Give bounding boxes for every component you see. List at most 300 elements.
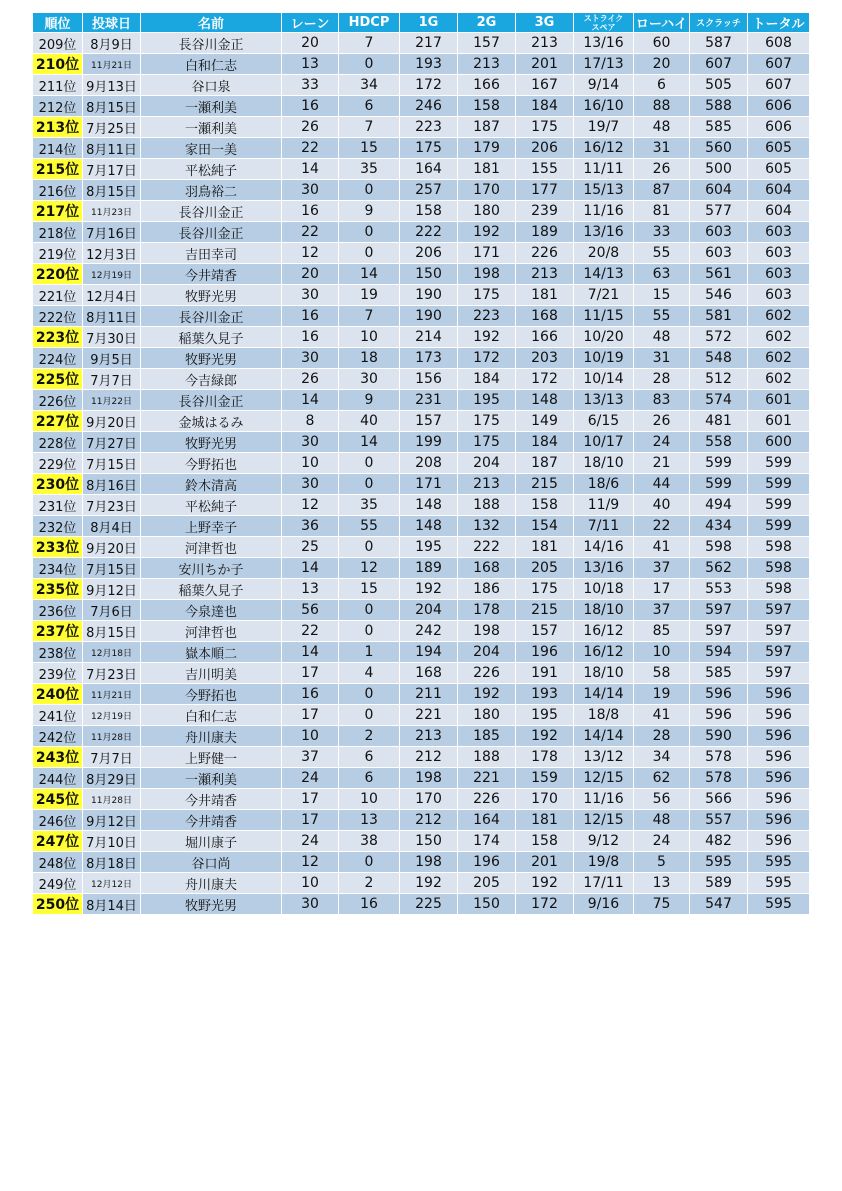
game1-cell: 204 — [400, 600, 458, 621]
table-row — [33, 264, 810, 285]
rank-cell: 230位 — [33, 474, 83, 495]
header-strike-spare — [574, 13, 634, 33]
total-cell: 608 — [748, 33, 810, 54]
lane-cell: 25 — [282, 537, 339, 558]
date-cell: 12月3日 — [83, 243, 141, 264]
hdcp-cell: 6 — [339, 96, 400, 117]
table-row — [33, 390, 810, 411]
hdcp-cell: 0 — [339, 453, 400, 474]
scratch-cell: 553 — [690, 579, 748, 600]
date-cell: 7月23日 — [83, 663, 141, 684]
lane-cell: 12 — [282, 243, 339, 264]
lowhigh-cell: 24 — [634, 432, 690, 453]
lowhigh-cell: 26 — [634, 159, 690, 180]
lowhigh-cell: 13 — [634, 873, 690, 894]
rank-cell: 212位 — [33, 96, 83, 117]
lane-cell: 12 — [282, 495, 339, 516]
strike-spare-cell: 11/16 — [574, 789, 634, 810]
table-row — [33, 96, 810, 117]
table-row — [33, 747, 810, 768]
total-cell: 603 — [748, 285, 810, 306]
date-cell: 8月16日 — [83, 474, 141, 495]
game1-cell: 198 — [400, 768, 458, 789]
game3-cell: 206 — [516, 138, 574, 159]
table-row — [33, 705, 810, 726]
scratch-cell: 505 — [690, 75, 748, 96]
rank-cell: 227位 — [33, 411, 83, 432]
game2-cell: 175 — [458, 285, 516, 306]
scratch-cell: 595 — [690, 852, 748, 873]
date-cell: 7月6日 — [83, 600, 141, 621]
hdcp-cell: 38 — [339, 831, 400, 852]
table-row — [33, 138, 810, 159]
lowhigh-cell: 26 — [634, 411, 690, 432]
hdcp-cell: 2 — [339, 873, 400, 894]
strike-spare-cell: 18/6 — [574, 474, 634, 495]
hdcp-cell: 7 — [339, 33, 400, 54]
strike-spare-cell: 18/10 — [574, 453, 634, 474]
total-cell: 602 — [748, 348, 810, 369]
lane-cell: 24 — [282, 831, 339, 852]
name-cell: 吉川明美 — [141, 663, 282, 684]
hdcp-cell: 6 — [339, 747, 400, 768]
name-cell: 牧野光男 — [141, 348, 282, 369]
date-cell: 11月23日 — [83, 201, 141, 222]
game2-cell: 223 — [458, 306, 516, 327]
game2-cell: 195 — [458, 390, 516, 411]
game3-cell: 226 — [516, 243, 574, 264]
lane-cell: 33 — [282, 75, 339, 96]
date-cell: 8月11日 — [83, 306, 141, 327]
name-cell: 牧野光男 — [141, 432, 282, 453]
rank-cell: 223位 — [33, 327, 83, 348]
table-row — [33, 453, 810, 474]
game2-cell: 188 — [458, 747, 516, 768]
table-row — [33, 537, 810, 558]
game3-cell: 181 — [516, 810, 574, 831]
rank-cell: 245位 — [33, 789, 83, 810]
game2-cell: 175 — [458, 411, 516, 432]
lowhigh-cell: 41 — [634, 705, 690, 726]
total-cell: 599 — [748, 453, 810, 474]
game1-cell: 211 — [400, 684, 458, 705]
date-cell: 9月12日 — [83, 579, 141, 600]
rank-cell: 235位 — [33, 579, 83, 600]
game3-cell: 239 — [516, 201, 574, 222]
lowhigh-cell: 41 — [634, 537, 690, 558]
game1-cell: 190 — [400, 306, 458, 327]
strike-spare-cell: 18/10 — [574, 663, 634, 684]
game3-cell: 155 — [516, 159, 574, 180]
total-cell: 603 — [748, 243, 810, 264]
date-cell: 9月20日 — [83, 411, 141, 432]
header-name: 名前 — [141, 13, 282, 33]
name-cell: 稲葉久見子 — [141, 579, 282, 600]
date-cell: 9月13日 — [83, 75, 141, 96]
hdcp-cell: 0 — [339, 852, 400, 873]
lowhigh-cell: 63 — [634, 264, 690, 285]
scratch-cell: 581 — [690, 306, 748, 327]
rank-cell: 218位 — [33, 222, 83, 243]
game3-cell: 177 — [516, 180, 574, 201]
lowhigh-cell: 28 — [634, 726, 690, 747]
game1-cell: 231 — [400, 390, 458, 411]
rank-cell: 244位 — [33, 768, 83, 789]
game3-cell: 159 — [516, 768, 574, 789]
rank-cell: 214位 — [33, 138, 83, 159]
name-cell: 白和仁志 — [141, 705, 282, 726]
game3-cell: 192 — [516, 726, 574, 747]
lane-cell: 20 — [282, 33, 339, 54]
game3-cell: 192 — [516, 873, 574, 894]
name-cell: 河津哲也 — [141, 537, 282, 558]
lane-cell: 30 — [282, 180, 339, 201]
rank-cell: 237位 — [33, 621, 83, 642]
table-row — [33, 348, 810, 369]
table-row — [33, 516, 810, 537]
total-cell: 603 — [748, 264, 810, 285]
hdcp-cell: 0 — [339, 600, 400, 621]
table-row — [33, 768, 810, 789]
date-cell: 8月18日 — [83, 852, 141, 873]
lane-cell: 16 — [282, 96, 339, 117]
scratch-cell: 578 — [690, 747, 748, 768]
lowhigh-cell: 48 — [634, 810, 690, 831]
name-cell: 一瀬利美 — [141, 768, 282, 789]
game1-cell: 198 — [400, 852, 458, 873]
game1-cell: 213 — [400, 726, 458, 747]
name-cell: 稲葉久見子 — [141, 327, 282, 348]
date-cell: 7月23日 — [83, 495, 141, 516]
game3-cell: 191 — [516, 663, 574, 684]
scratch-cell: 548 — [690, 348, 748, 369]
name-cell: 家田一美 — [141, 138, 282, 159]
lowhigh-cell: 83 — [634, 390, 690, 411]
game2-cell: 174 — [458, 831, 516, 852]
hdcp-cell: 0 — [339, 537, 400, 558]
game1-cell: 164 — [400, 159, 458, 180]
scratch-cell: 434 — [690, 516, 748, 537]
name-cell: 牧野光男 — [141, 285, 282, 306]
game1-cell: 212 — [400, 810, 458, 831]
game2-cell: 213 — [458, 474, 516, 495]
scratch-cell: 607 — [690, 54, 748, 75]
table-row — [33, 831, 810, 852]
date-cell: 8月29日 — [83, 768, 141, 789]
game3-cell: 213 — [516, 33, 574, 54]
game1-cell: 171 — [400, 474, 458, 495]
name-cell: 今野拓也 — [141, 684, 282, 705]
strike-spare-cell: 9/16 — [574, 894, 634, 915]
lane-cell: 30 — [282, 285, 339, 306]
lowhigh-cell: 24 — [634, 831, 690, 852]
lowhigh-cell: 87 — [634, 180, 690, 201]
scratch-cell: 597 — [690, 600, 748, 621]
scratch-cell: 558 — [690, 432, 748, 453]
total-cell: 597 — [748, 663, 810, 684]
lane-cell: 36 — [282, 516, 339, 537]
hdcp-cell: 0 — [339, 180, 400, 201]
lane-cell: 17 — [282, 789, 339, 810]
lowhigh-cell: 15 — [634, 285, 690, 306]
hdcp-cell: 0 — [339, 474, 400, 495]
total-cell: 596 — [748, 789, 810, 810]
scratch-cell: 604 — [690, 180, 748, 201]
hdcp-cell: 19 — [339, 285, 400, 306]
date-cell: 8月14日 — [83, 894, 141, 915]
game2-cell: 221 — [458, 768, 516, 789]
game1-cell: 192 — [400, 579, 458, 600]
game3-cell: 196 — [516, 642, 574, 663]
hdcp-cell: 1 — [339, 642, 400, 663]
name-cell: 上野健一 — [141, 747, 282, 768]
date-cell: 8月15日 — [83, 96, 141, 117]
scratch-cell: 547 — [690, 894, 748, 915]
lane-cell: 14 — [282, 558, 339, 579]
lowhigh-cell: 48 — [634, 327, 690, 348]
hdcp-cell: 0 — [339, 621, 400, 642]
lane-cell: 30 — [282, 894, 339, 915]
lowhigh-cell: 6 — [634, 75, 690, 96]
hdcp-cell: 34 — [339, 75, 400, 96]
game3-cell: 189 — [516, 222, 574, 243]
hdcp-cell: 14 — [339, 432, 400, 453]
game2-cell: 180 — [458, 201, 516, 222]
game3-cell: 203 — [516, 348, 574, 369]
game2-cell: 188 — [458, 495, 516, 516]
rank-cell: 217位 — [33, 201, 83, 222]
strike-spare-cell: 6/15 — [574, 411, 634, 432]
strike-spare-cell: 18/8 — [574, 705, 634, 726]
game3-cell: 158 — [516, 831, 574, 852]
lane-cell: 26 — [282, 117, 339, 138]
scratch-cell: 587 — [690, 33, 748, 54]
table-row — [33, 684, 810, 705]
header-game1: 1G — [400, 13, 458, 33]
lane-cell: 17 — [282, 705, 339, 726]
game1-cell: 175 — [400, 138, 458, 159]
total-cell: 596 — [748, 747, 810, 768]
lane-cell: 22 — [282, 138, 339, 159]
game2-cell: 198 — [458, 621, 516, 642]
game2-cell: 213 — [458, 54, 516, 75]
game2-cell: 172 — [458, 348, 516, 369]
lowhigh-cell: 55 — [634, 306, 690, 327]
date-cell: 8月4日 — [83, 516, 141, 537]
scratch-cell: 597 — [690, 621, 748, 642]
game3-cell: 154 — [516, 516, 574, 537]
table-row — [33, 306, 810, 327]
name-cell: 谷口尚 — [141, 852, 282, 873]
date-cell: 7月15日 — [83, 558, 141, 579]
rank-cell: 224位 — [33, 348, 83, 369]
game3-cell: 195 — [516, 705, 574, 726]
lane-cell: 22 — [282, 222, 339, 243]
game2-cell: 157 — [458, 33, 516, 54]
lane-cell: 30 — [282, 348, 339, 369]
game2-cell: 170 — [458, 180, 516, 201]
lane-cell: 13 — [282, 54, 339, 75]
game2-cell: 171 — [458, 243, 516, 264]
game2-cell: 132 — [458, 516, 516, 537]
rank-cell: 210位 — [33, 54, 83, 75]
table-row — [33, 201, 810, 222]
lane-cell: 26 — [282, 369, 339, 390]
game1-cell: 208 — [400, 453, 458, 474]
hdcp-cell: 15 — [339, 138, 400, 159]
lane-cell: 10 — [282, 873, 339, 894]
rank-cell: 241位 — [33, 705, 83, 726]
lowhigh-cell: 37 — [634, 600, 690, 621]
lane-cell: 16 — [282, 684, 339, 705]
game1-cell: 221 — [400, 705, 458, 726]
game3-cell: 184 — [516, 432, 574, 453]
hdcp-cell: 4 — [339, 663, 400, 684]
date-cell: 8月15日 — [83, 180, 141, 201]
lane-cell: 17 — [282, 663, 339, 684]
rank-cell: 213位 — [33, 117, 83, 138]
rank-cell: 232位 — [33, 516, 83, 537]
rank-cell: 239位 — [33, 663, 83, 684]
lowhigh-cell: 88 — [634, 96, 690, 117]
strike-spare-cell: 14/14 — [574, 726, 634, 747]
hdcp-cell: 14 — [339, 264, 400, 285]
game2-cell: 184 — [458, 369, 516, 390]
hdcp-cell: 7 — [339, 117, 400, 138]
total-cell: 604 — [748, 201, 810, 222]
strike-spare-cell: 13/12 — [574, 747, 634, 768]
game2-cell: 179 — [458, 138, 516, 159]
header-lane: レーン — [282, 13, 339, 33]
rank-cell: 211位 — [33, 75, 83, 96]
lowhigh-cell: 56 — [634, 789, 690, 810]
game1-cell: 150 — [400, 831, 458, 852]
lowhigh-cell: 31 — [634, 138, 690, 159]
lowhigh-cell: 28 — [634, 369, 690, 390]
lane-cell: 14 — [282, 390, 339, 411]
game2-cell: 226 — [458, 789, 516, 810]
game2-cell: 204 — [458, 642, 516, 663]
strike-spare-cell: 14/13 — [574, 264, 634, 285]
game1-cell: 214 — [400, 327, 458, 348]
lane-cell: 37 — [282, 747, 339, 768]
scratch-cell: 560 — [690, 138, 748, 159]
game3-cell: 205 — [516, 558, 574, 579]
game2-cell: 226 — [458, 663, 516, 684]
game3-cell: 213 — [516, 264, 574, 285]
strike-spare-cell: 13/16 — [574, 558, 634, 579]
strike-spare-cell: 16/12 — [574, 642, 634, 663]
lane-cell: 16 — [282, 201, 339, 222]
strike-spare-cell: 17/13 — [574, 54, 634, 75]
strike-spare-cell: 11/15 — [574, 306, 634, 327]
lowhigh-cell: 75 — [634, 894, 690, 915]
game3-cell: 175 — [516, 117, 574, 138]
lowhigh-cell: 58 — [634, 663, 690, 684]
total-cell: 596 — [748, 726, 810, 747]
name-cell: 平松純子 — [141, 159, 282, 180]
strike-spare-cell: 9/14 — [574, 75, 634, 96]
game2-cell: 198 — [458, 264, 516, 285]
hdcp-cell: 13 — [339, 810, 400, 831]
total-cell: 596 — [748, 684, 810, 705]
game3-cell: 193 — [516, 684, 574, 705]
game3-cell: 181 — [516, 285, 574, 306]
hdcp-cell: 10 — [339, 327, 400, 348]
strike-spare-cell: 11/16 — [574, 201, 634, 222]
rank-cell: 220位 — [33, 264, 83, 285]
header-date: 投球日 — [83, 13, 141, 33]
name-cell: 長谷川金正 — [141, 306, 282, 327]
total-cell: 603 — [748, 222, 810, 243]
lane-cell: 16 — [282, 306, 339, 327]
date-cell: 7月7日 — [83, 369, 141, 390]
table-row — [33, 180, 810, 201]
rank-cell: 216位 — [33, 180, 83, 201]
header-lowhigh: ローハイ — [634, 13, 690, 33]
hdcp-cell: 55 — [339, 516, 400, 537]
scratch-cell: 562 — [690, 558, 748, 579]
game1-cell: 206 — [400, 243, 458, 264]
total-cell: 601 — [748, 411, 810, 432]
game1-cell: 148 — [400, 516, 458, 537]
scratch-cell: 596 — [690, 705, 748, 726]
table-row — [33, 159, 810, 180]
game1-cell: 217 — [400, 33, 458, 54]
rank-cell: 250位 — [33, 894, 83, 915]
rank-cell: 238位 — [33, 642, 83, 663]
total-cell: 607 — [748, 54, 810, 75]
game1-cell: 158 — [400, 201, 458, 222]
name-cell: 白和仁志 — [141, 54, 282, 75]
table-row — [33, 810, 810, 831]
scratch-cell: 598 — [690, 537, 748, 558]
scratch-cell: 557 — [690, 810, 748, 831]
game1-cell: 173 — [400, 348, 458, 369]
date-cell: 7月17日 — [83, 159, 141, 180]
name-cell: 今井靖香 — [141, 264, 282, 285]
rank-cell: 229位 — [33, 453, 83, 474]
strike-spare-cell: 13/16 — [574, 33, 634, 54]
total-cell: 600 — [748, 432, 810, 453]
table-row — [33, 222, 810, 243]
strike-spare-cell: 7/11 — [574, 516, 634, 537]
scratch-cell: 494 — [690, 495, 748, 516]
rank-cell: 240位 — [33, 684, 83, 705]
hdcp-cell: 9 — [339, 201, 400, 222]
name-cell: 長谷川金正 — [141, 390, 282, 411]
strike-spare-cell: 14/16 — [574, 537, 634, 558]
table-row — [33, 852, 810, 873]
lane-cell: 12 — [282, 852, 339, 873]
name-cell: 今井靖香 — [141, 810, 282, 831]
scratch-cell: 603 — [690, 222, 748, 243]
game1-cell: 194 — [400, 642, 458, 663]
rank-cell: 225位 — [33, 369, 83, 390]
lane-cell: 30 — [282, 474, 339, 495]
rank-cell: 247位 — [33, 831, 83, 852]
hdcp-cell: 6 — [339, 768, 400, 789]
scratch-cell: 594 — [690, 642, 748, 663]
game1-cell: 225 — [400, 894, 458, 915]
name-cell: 今野拓也 — [141, 453, 282, 474]
name-cell: 鈴木清高 — [141, 474, 282, 495]
scratch-cell: 585 — [690, 663, 748, 684]
rank-cell: 234位 — [33, 558, 83, 579]
table-row — [33, 495, 810, 516]
strike-spare-cell: 17/11 — [574, 873, 634, 894]
game1-cell: 156 — [400, 369, 458, 390]
